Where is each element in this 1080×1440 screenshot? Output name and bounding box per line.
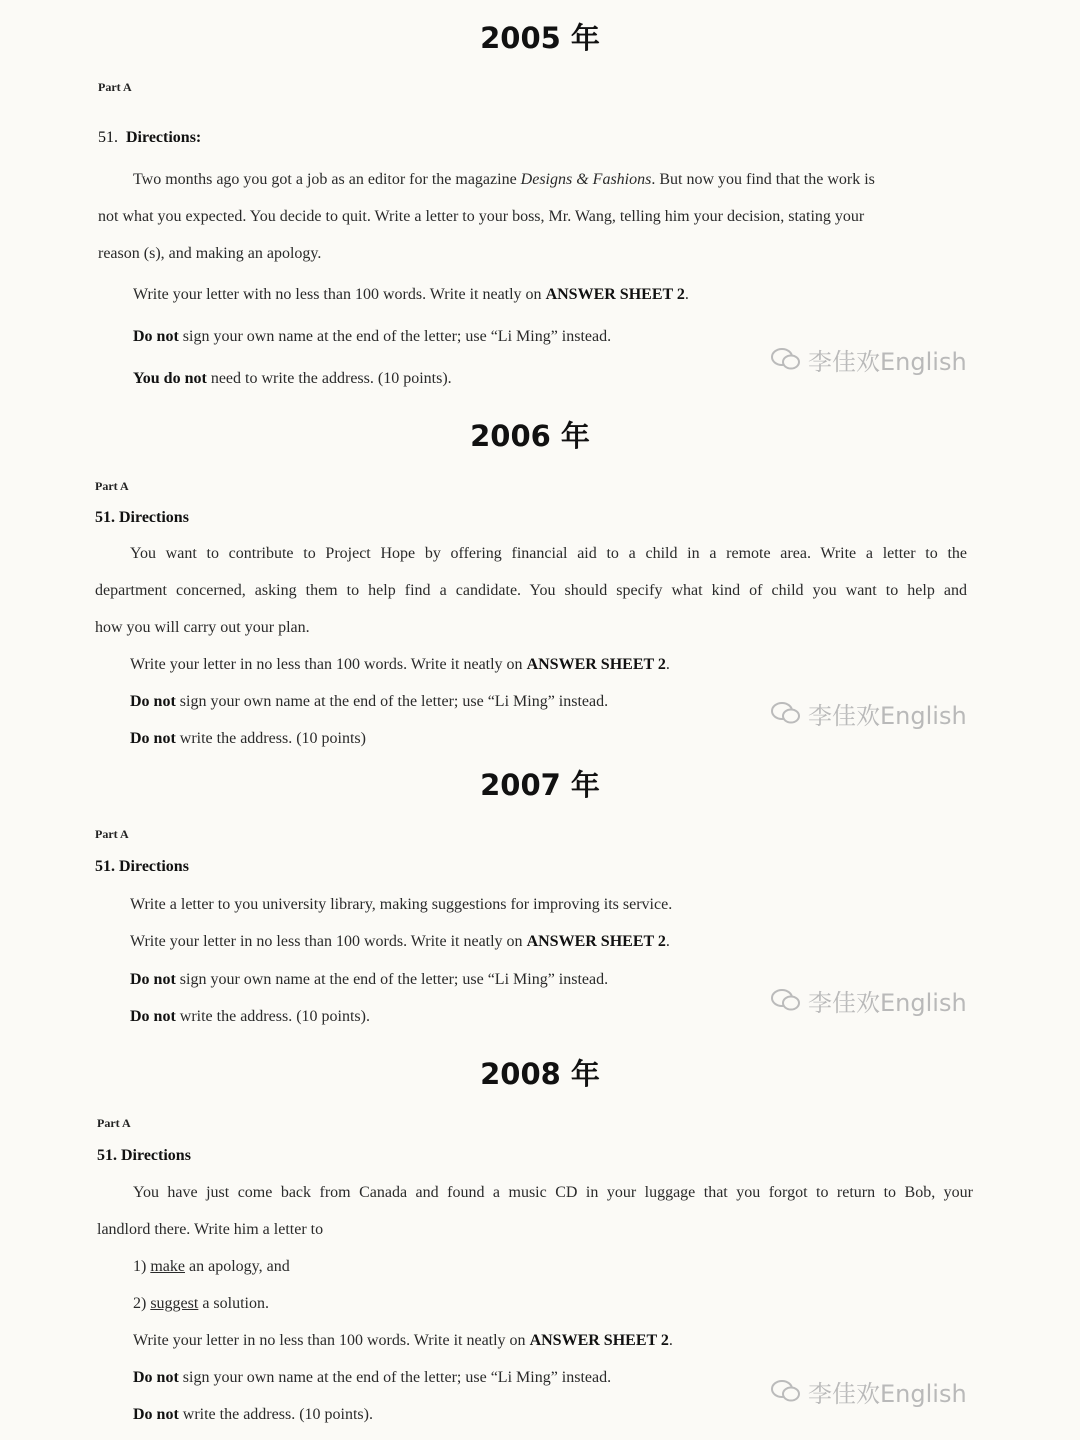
bold-run: Do not <box>133 328 179 345</box>
watermark-text: 李佳欢English <box>808 347 967 376</box>
year-heading-2006: 2006 年 <box>470 419 590 453</box>
text-run: Write your letter in no less than 100 words. Write it neatly on <box>133 1332 526 1349</box>
wechat-icon <box>770 987 802 1013</box>
wechat-icon <box>770 1378 802 1404</box>
item-number: 1) <box>133 1258 147 1275</box>
answer-sheet-label: ANSWER SHEET 2 <box>526 933 666 950</box>
question-title-2005 <box>98 129 201 147</box>
paragraph-line-2008-2: landlord there. Write him a letter to <box>97 1221 324 1238</box>
text-run: Write your letter in no less than 100 words. Write it neatly on <box>130 656 523 673</box>
text-run: . <box>684 286 689 303</box>
question-title-2008 <box>97 1147 191 1165</box>
answer-sheet-label: ANSWER SHEET 2 <box>529 1332 669 1349</box>
text-run: . But now you find that the work is <box>651 171 875 188</box>
question-number: 51. <box>98 129 118 146</box>
paragraph-line-2005-1 <box>133 171 875 189</box>
instruction-address-2008 <box>133 1406 373 1424</box>
bold-run: Do not <box>133 1369 179 1386</box>
year-heading-2007: 2007 年 <box>480 768 600 802</box>
list-item-2008-1 <box>133 1258 290 1276</box>
watermark-text: 李佳欢English <box>808 988 967 1017</box>
bold-run: Do not <box>130 1008 176 1025</box>
text-run: . <box>665 933 670 950</box>
text-run: Write your letter with no less than 100 words. Write it neatly on <box>133 286 542 303</box>
part-label-2005: Part A <box>98 80 132 94</box>
text-run: write the address. (10 points). <box>179 1008 370 1025</box>
paragraph-line-2005-2: not what you expected. You decide to quit. Write a letter to your boss, Mr. Wang, telling him your decision, stating your <box>98 208 865 225</box>
wechat-icon <box>770 346 802 372</box>
bold-run: Do not <box>133 1406 179 1423</box>
text-run: need to write the address. (10 points). <box>210 370 452 387</box>
bold-run: Do not <box>130 693 176 710</box>
instruction-address-2007 <box>130 1008 370 1026</box>
text-run: sign your own name at the end of the letter; use “Li Ming” instead. <box>179 971 609 988</box>
part-label-2008: Part A <box>97 1116 131 1130</box>
answer-sheet-label: ANSWER SHEET 2 <box>526 656 666 673</box>
text-run: sign your own name at the end of the letter; use “Li Ming” instead. <box>179 693 609 710</box>
instruction-write-2008 <box>133 1332 673 1350</box>
part-label-2007: Part A <box>95 827 129 841</box>
text-run: sign your own name at the end of the letter; use “Li Ming” instead. <box>182 1369 612 1386</box>
watermark <box>770 983 970 1017</box>
item-number: 2) <box>133 1295 147 1312</box>
directions-label: 51. Directions <box>95 858 189 875</box>
text-run: a solution. <box>202 1295 269 1312</box>
text-run: an apology, and <box>188 1258 290 1275</box>
text-run: . <box>665 656 670 673</box>
instruction-address-2005 <box>133 370 452 388</box>
instruction-address-2006 <box>130 730 366 748</box>
instruction-sign-2005 <box>133 328 611 346</box>
paragraph-line-2005-3: reason (s), and making an apology. <box>98 245 322 262</box>
directions-label: 51. Directions <box>97 1147 191 1164</box>
year-heading-2005: 2005 年 <box>480 21 600 55</box>
watermark <box>770 342 970 376</box>
year-heading-2008: 2008 年 <box>480 1057 600 1091</box>
paragraph-line-2007-1: Write a letter to you university library, making suggestions for improving its service. <box>130 896 673 913</box>
wechat-icon <box>770 700 802 726</box>
part-label-2006: Part A <box>95 479 129 493</box>
instruction-write-2006 <box>130 656 670 674</box>
watermark <box>770 1374 970 1408</box>
directions-label: 51. Directions <box>95 509 189 526</box>
watermark-text: 李佳欢English <box>808 701 967 730</box>
text-run: . <box>668 1332 673 1349</box>
magazine-title: Designs & Fashions <box>520 171 652 188</box>
text-run: write the address. (10 points) <box>179 730 366 747</box>
question-title-2006 <box>95 509 189 527</box>
paragraph-line-2008-1: You have just come back from Canada and found a music CD in your luggage that you forgot to return to Bob, your <box>133 1184 973 1201</box>
underlined-verb: suggest <box>150 1295 199 1312</box>
directions-label: Directions: <box>126 129 202 146</box>
paragraph-line-2006-2: department concerned, asking them to help find a candidate. You should specify what kind of child you want to help and <box>95 582 967 599</box>
text-run: Two months ago you got a job as an editor for the magazine <box>133 171 517 188</box>
question-title-2007 <box>95 858 189 876</box>
answer-sheet-label: ANSWER SHEET 2 <box>545 286 685 303</box>
bold-run: Do not <box>130 971 176 988</box>
instruction-sign-2006 <box>130 693 608 711</box>
instruction-write-2005 <box>133 286 689 304</box>
text-run: sign your own name at the end of the letter; use “Li Ming” instead. <box>182 328 612 345</box>
paragraph-line-2006-3: how you will carry out your plan. <box>95 619 310 636</box>
list-item-2008-2 <box>133 1295 269 1313</box>
underlined-verb: make <box>150 1258 185 1275</box>
instruction-sign-2008 <box>133 1369 611 1387</box>
text-run: write the address. (10 points). <box>182 1406 373 1423</box>
bold-run: Do not <box>130 730 176 747</box>
bold-run: You do not <box>133 370 207 387</box>
watermark-text: 李佳欢English <box>808 1379 967 1408</box>
paragraph-line-2006-1: You want to contribute to Project Hope by offering financial aid to a child in a remote area. Write a letter to the <box>130 545 967 562</box>
watermark <box>770 696 970 730</box>
instruction-sign-2007 <box>130 971 608 989</box>
text-run: Write your letter in no less than 100 words. Write it neatly on <box>130 933 523 950</box>
instruction-write-2007 <box>130 933 670 951</box>
